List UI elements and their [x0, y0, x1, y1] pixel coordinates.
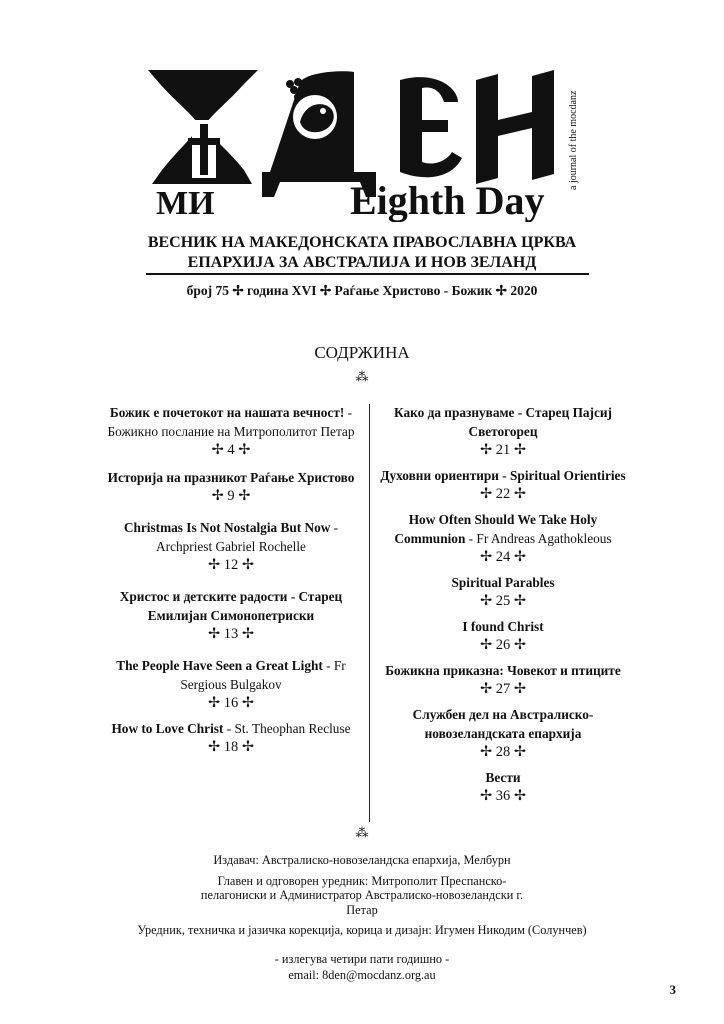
toc-entry-title: Духовни ориентири - Spiritual Orientiries — [380, 468, 626, 483]
toc-entry-page: ✢ 9 ✢ — [211, 488, 251, 504]
toc-entry-title: How to Love Christ — [111, 721, 224, 736]
header-line-2: ЕПАРХИЈА ЗА АВСТРАЛИЈА И НОВ ЗЕЛАНД — [187, 254, 537, 271]
toc-entry-page: ✢ 16 ✢ — [207, 695, 255, 711]
footer-email: email: 8den@mocdanz.org.au — [288, 968, 436, 982]
toc-entry — [378, 573, 628, 611]
toc-entry-title: Како да празнуваме - Старец Пајсиј Светогорец — [394, 405, 612, 439]
contents-title: СОДРЖИНА — [314, 343, 410, 362]
issue-line: број 75 ✢ година XVI ✢ Раѓање Христово - Божик ✢ 2020 — [186, 283, 538, 298]
toc-entry-title: The People Have Seen a Great Light — [116, 658, 323, 673]
toc-entry-page: ✢ 18 ✢ — [207, 739, 255, 755]
page-number: 3 — [669, 982, 676, 997]
logo-small-text: МИ — [156, 185, 215, 222]
footer-tech: Уредник, техничка и јазичка корекција, корица и дизајн: Игумен Никодим (Солунчев) — [137, 923, 587, 937]
masthead-logo — [140, 62, 590, 222]
toc-entry — [100, 719, 362, 757]
toc-entry-author: - Fr Sergious Bulgakov — [180, 658, 346, 692]
ornament-icon: ⁂ — [355, 369, 369, 384]
toc-entry-author: - Божикно послание на Митрополитот Петар — [107, 405, 355, 439]
toc-entry-page: ✢ 25 ✢ — [479, 593, 527, 609]
logo-side-text: a journal of the mocdanz — [568, 90, 579, 190]
toc-entry-title: Spiritual Parables — [451, 575, 555, 590]
toc-entry-page: ✢ 4 ✢ — [211, 442, 251, 458]
toc-entry — [378, 403, 628, 460]
toc-entry-title: Вести — [485, 770, 521, 785]
toc-entry — [378, 617, 628, 655]
toc-entry-page: ✢ 21 ✢ — [479, 442, 527, 458]
footer-frequency: - излегува четири пати годишно - — [274, 951, 450, 966]
header-rule — [146, 273, 589, 275]
toc-entry — [378, 510, 628, 567]
toc-entry-author: - St. Theophan Recluse — [223, 721, 351, 736]
contents-left-column — [100, 403, 362, 763]
letter-e-glyph — [400, 77, 462, 177]
contents-right-column — [378, 403, 628, 812]
toc-entry — [378, 705, 628, 762]
toc-entry-title: Христос и детските радости - Старец Емилијан Симонопетриски — [119, 589, 343, 623]
footer-editor: Главен и одговорен уредник: Митрополит Преспанско-пелагониски и Администратор Австралиско-новозеландски г. Петар — [200, 873, 524, 917]
toc-entry — [100, 518, 362, 575]
toc-entry — [100, 468, 362, 506]
toc-entry-author: - Fr Andreas Agathokleous — [465, 531, 612, 546]
toc-entry-title: Christmas Is Not Nostalgia But Now — [123, 520, 331, 535]
toc-entry-page: ✢ 22 ✢ — [479, 486, 527, 502]
toc-entry-title: I found Christ — [462, 619, 544, 634]
toc-entry — [378, 466, 628, 504]
toc-entry — [378, 661, 628, 699]
toc-entry-page: ✢ 36 ✢ — [479, 788, 527, 804]
footer — [0, 853, 724, 989]
header-line-1: ВЕСНИК НА МАКЕДОНСКАТА ПРАВОСЛАВНА ЦРКВА — [147, 234, 577, 251]
toc-entry-title: Божикна приказна: Човекот и птиците — [385, 663, 621, 678]
toc-entry — [100, 403, 362, 460]
toc-entry-page: ✢ 24 ✢ — [479, 549, 527, 565]
toc-entry — [378, 768, 628, 806]
toc-entry-title: Божик е почетокот на нашата вечност! — [109, 405, 345, 420]
toc-entry-page: ✢ 27 ✢ — [479, 681, 527, 697]
letter-n-glyph — [476, 70, 554, 184]
toc-entry-page: ✢ 26 ✢ — [479, 637, 527, 653]
toc-entry — [100, 587, 362, 644]
toc-entry — [100, 656, 362, 713]
toc-entry-page: ✢ 12 ✢ — [207, 557, 255, 573]
toc-entry-page: ✢ 13 ✢ — [207, 626, 255, 642]
toc-entry-title: How Often Should We Take Holy Communion — [394, 512, 598, 546]
logo-english-text: Eighth Day — [350, 178, 545, 222]
toc-entry-author: - Archpriest Gabriel Rochelle — [156, 520, 339, 554]
column-divider — [369, 404, 370, 822]
toc-entry-page: ✢ 28 ✢ — [479, 744, 527, 760]
footer-publisher: Издавач: Австралиско-новозеландска епархија, Мелбурн — [213, 853, 511, 867]
toc-entry-title: Историја на празникот Раѓање Христово — [107, 470, 355, 485]
ornament-icon: ⁂ — [355, 825, 369, 840]
toc-entry-title: Службен дел на Австралиско-новозеландската епархија — [412, 707, 594, 741]
